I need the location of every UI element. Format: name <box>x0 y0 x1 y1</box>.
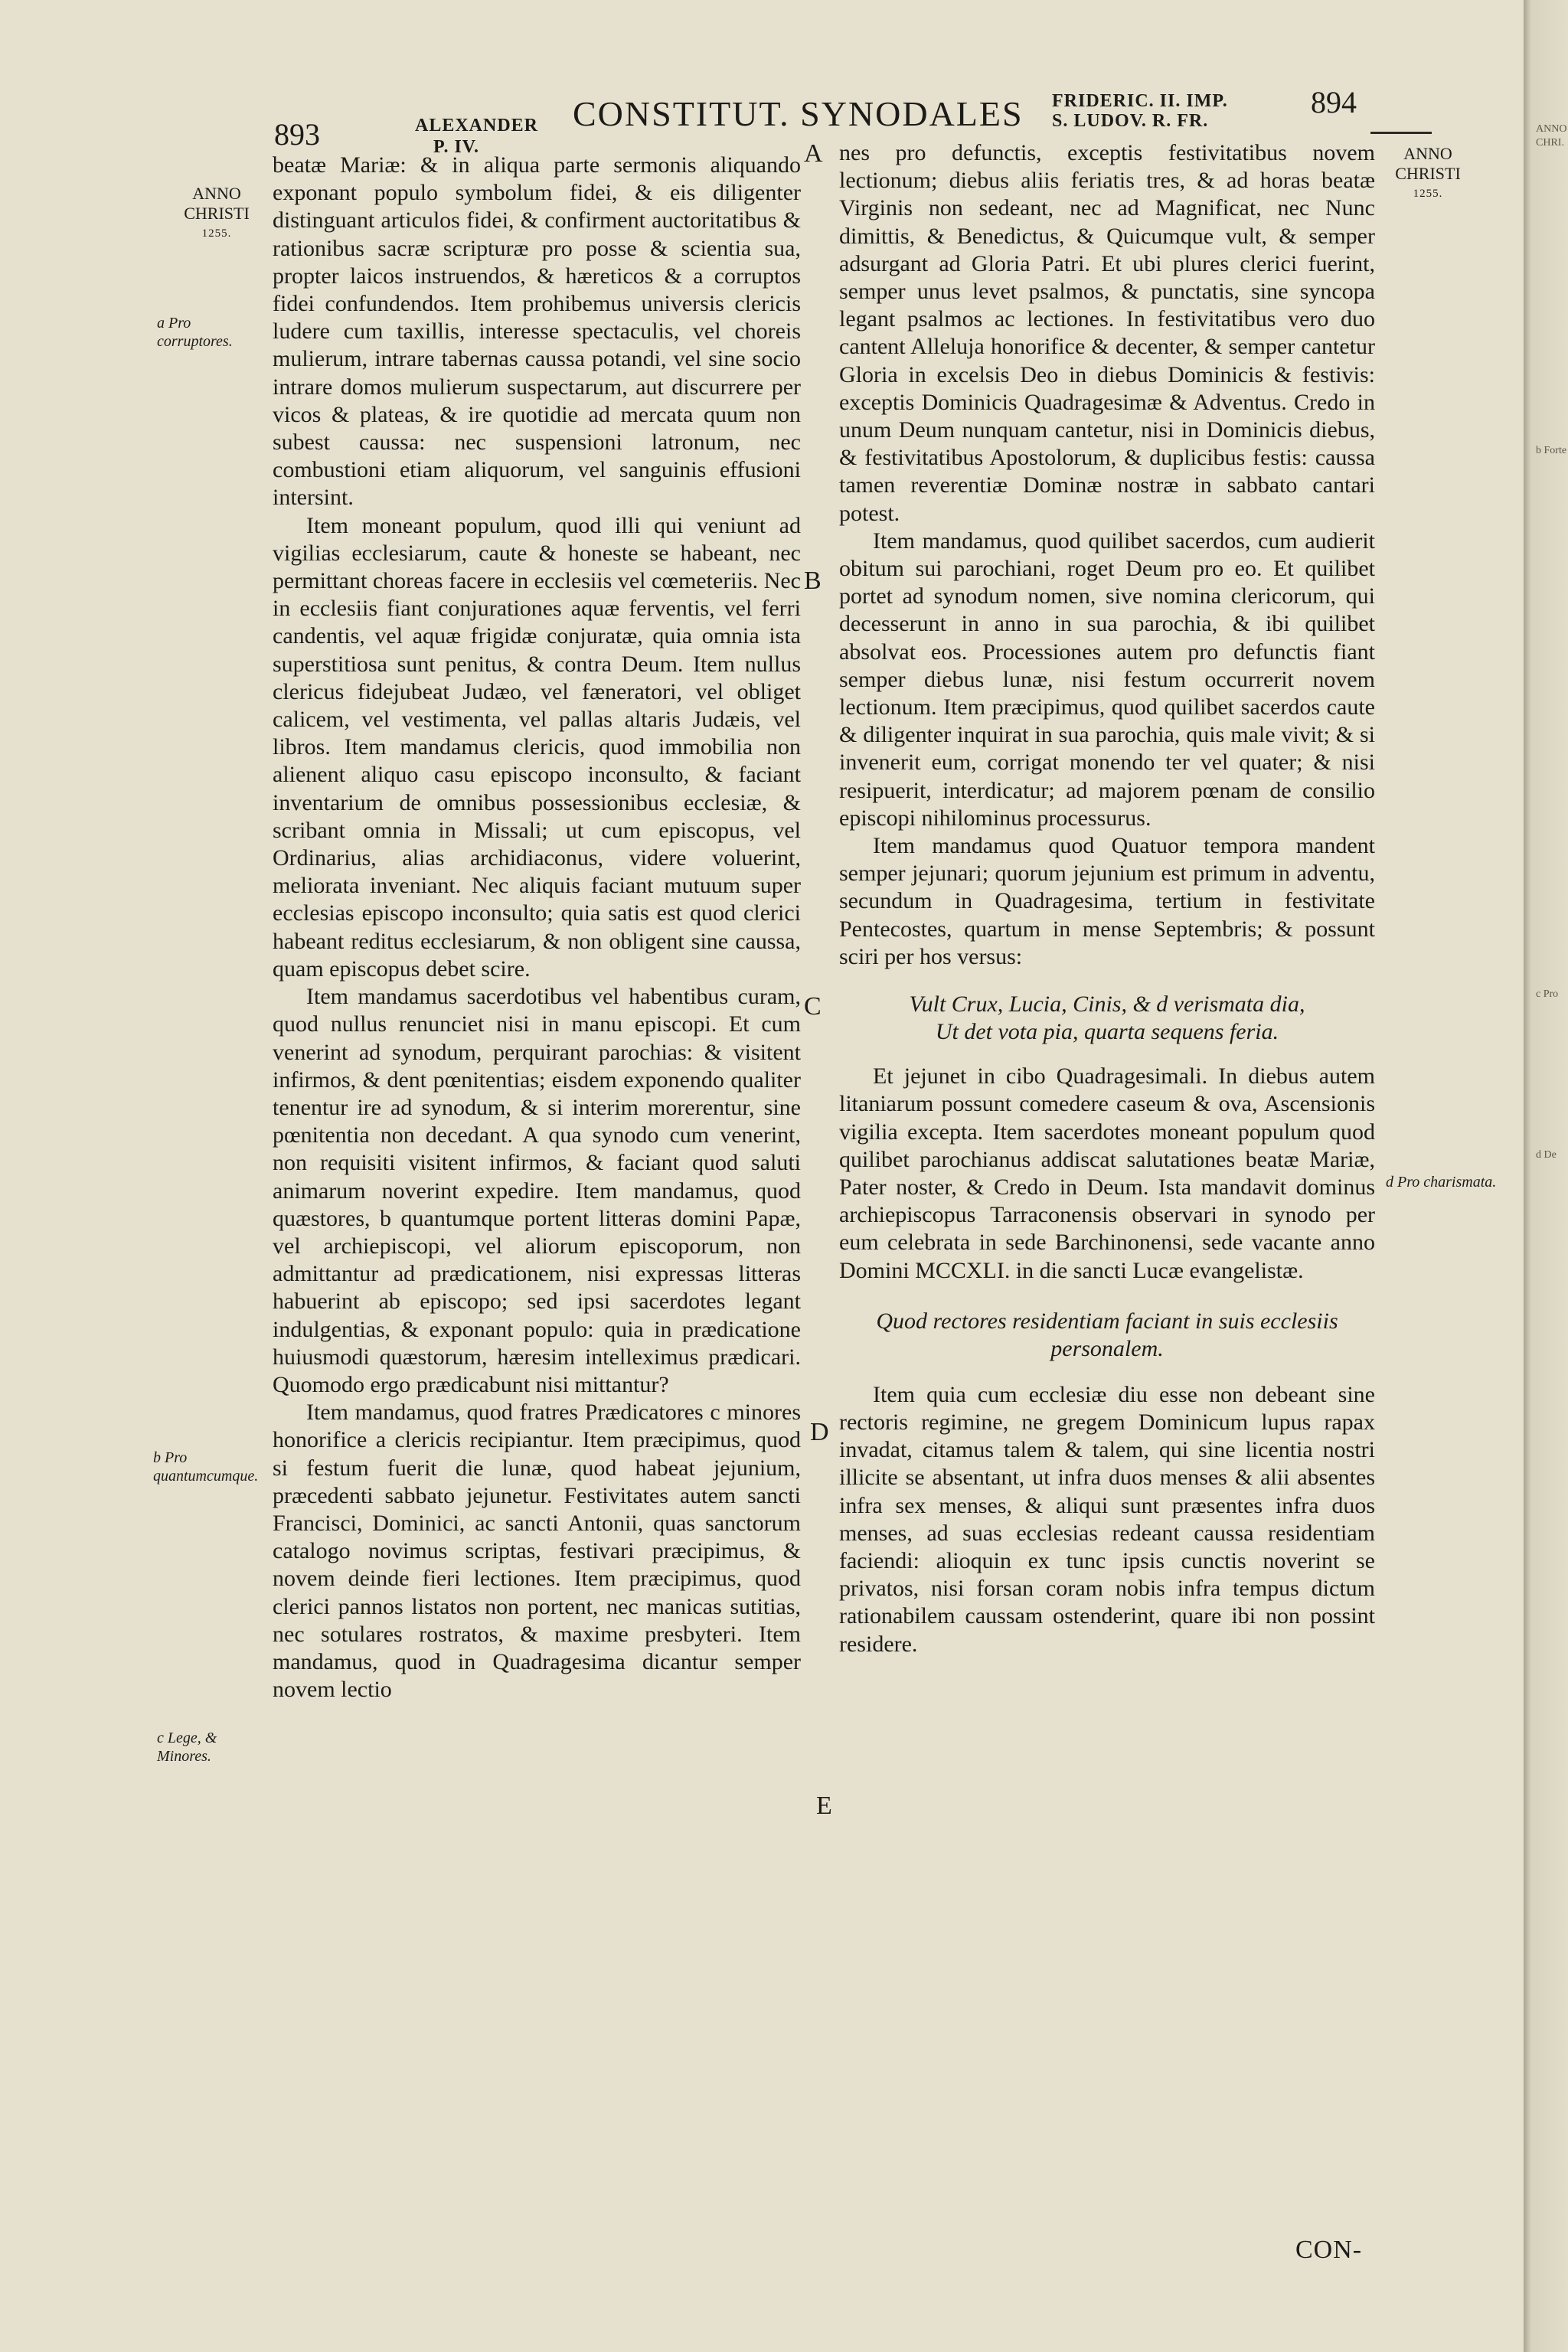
paragraph: Et jejunet in cibo Quadragesimali. In diebus autem litaniarum possunt comedere caseum & ova, Ascensionis vigilia excepta. Item sacerdotes moneant populum quod quilibet parochianus addiscat salutationes beatæ Mariæ, Pater noster, & Credo in Deum. Ista mandavit dominus archiepiscopus Tarraconensis observari in synodo per eum celebrata in sede Barchinonensi, sede vacante anno Domini MCCXLI. in die sancti Lucæ evangelistæ. <box>839 1063 1375 1283</box>
paragraph: Item mandamus sacerdotibus vel habentibus curam, quod nullus renunciet nisi in manu episcopi. Et cum venerint ad synodum, perquirant parochias: & visitent infirmos, & dent pœnitentias; eisdem exponendo qualiter tenentur ire ad synodum, & si interim morerentur, sine pœnitentia non decedant. A qua synodo cum venerint, non requisiti visitent infirmos, & faciant quod saluti animarum noverint expedire. Item mandamus, quod quæstores, b quantumque portent litteras domini Papæ, vel archiepiscopi, vel aliorum episcoporum, non admittantur ad prædicationem, nisi expressas litteras habuerint ab episcopo; sed ipsi sacerdotes legant indulgentias, & exponant populo: quia in prædicatione huiusmodi quæstorum, hæresim intelleximus prædicari. Quomodo ergo prædicabunt nisi mittantur? <box>273 984 801 1397</box>
margin-note-d: d Pro charismata. <box>1386 1174 1497 1191</box>
header-rule-right <box>1370 132 1432 134</box>
page-number-right: 894 <box>1311 85 1357 119</box>
facing-page-edge <box>1524 0 1568 2352</box>
section-letter-e: E <box>816 1792 832 1820</box>
anno-label: ANNO <box>192 184 241 203</box>
page-number-left: 893 <box>274 117 320 152</box>
anno-christi-left <box>167 184 266 243</box>
anno-christi-right <box>1378 144 1478 204</box>
paragraph: Item mandamus, quod quilibet sacerdos, cum audierit obitum sui parochiani, roget Deum pro eo. Et quilibet portet ad synodum nomen, sive nomina clericorum, qui decesserunt in anno in sua parochia, & ibi quilibet absolvat eos. Processiones autem pro defunctis fiant semper diebus lunæ, nisi festum occurrerit novem lectionum. Item præcipimus, quod quilibet sacerdos caute & diligenter inquirat in sua parochia, quis male vivit; & si invenerit eum, corrigat monendo ter vel quater; & nisi resipuerit, interdicatur; ad majorem pœnam de consilio episcopi nihilominus processurus. <box>839 528 1375 831</box>
header-author-sub: P. IV. <box>433 137 480 157</box>
section-letter-b: B <box>804 567 822 595</box>
section-letter-d: D <box>810 1418 829 1446</box>
header-author: ALEXANDER <box>415 116 539 136</box>
gutter-note: c Pro <box>1536 988 1559 1000</box>
paragraph: Item quia cum ecclesiæ diu esse non debeant sine rectoris regimine, ne gregem Dominicum lupus rapax invadat, citamus talem & talem, qui sine licentia nostri illicite se absentant, ut infra duos menses & alii absentes infra sex menses, & aliqui sunt præsentes infra duos menses, ad suas ecclesias redeant caussa residentiam faciendi: alioquin ex tunc ipsis cunctis noverint se privatos, nisi forsan coram nobis infra tempus dictum rationabilem caussam ostenderint, quare ibi non possint residere. <box>839 1381 1375 1657</box>
header-title: CONSTITUT. SYNODALES <box>573 94 1024 133</box>
text-column-left <box>273 152 801 1704</box>
paragraph: Item moneant populum, quod illi qui veniunt ad vigilias ecclesiarum, caute & honeste se habeant, nec permittant choreas facere in ecclesiis vel cœmeteriis. Nec in ecclesiis fiant conjurationes aquæ ferventis, vel ferri candentis, vel aquæ frigidæ conjuratæ, quia omnia ista superstitiosa sunt penitus, & contra Deum. Item nullus clericus fidejubeat Judæo, vel fæneratori, vel obliget calicem, vel vestimenta, vel pallas altaris Judæis, vel libros. Item mandamus clericis, quod immobilia non alienent aliquo casu episcopo inconsulto, & faciant inventarium de omnibus possessionibus ecclesiæ, & scribant omnia in Missali; ut cum episcopus, vel Ordinarius, alias archidiaconus, videre voluerint, meliorata inveniant. Nec aliquis faciant mutuum super ecclesias episcopo inconsulto; quia satis est quod clerici habeant reditus ecclesiarum, & non obligent sine caussa, quam episcopus debet scire. <box>273 512 801 982</box>
section-letter-a: A <box>804 139 823 168</box>
paragraph: nes pro defunctis, exceptis festivitatibus novem lectionum; diebus aliis feriatis tres, & ad horas beatæ Virginis non sedeant, nec ad Magnificat, nec Nunc dimittis, & Benedictus, & Quicumque vult, & semper adsurgant ad Gloria Patri. Et ubi plures clerici fuerint, semper unus levet psalmos, & punctatis, sine syncopa legant psalmos ac lectiones. In festivitatibus vero duo cantent Alleluja honorifice & decenter, & semper cantetur Gloria in excelsis Deo in diebus Dominicis & festivis: exceptis Dominicis Quadragesimæ & Adventus. Credo in unum Deum nunquam cantetur, nisi in Dominicis diebus, & festivitatibus Apostolorum, & duplicibus festis: caussa tamen reverentiæ Dominæ nostræ in sabbato cantari potest. <box>839 140 1375 526</box>
gutter-note: b Forte <box>1536 445 1567 456</box>
margin-note-c: c Lege, & Minores. <box>157 1730 217 1765</box>
paragraph: beatæ Mariæ: & in aliqua parte sermonis aliquando exponant populo symbolum fidei, & eis diligenter distinguant articulos fidei, & confirment auctoritatibus & rationibus sacræ scripturæ pro posse & scientia sua, propter laicos instruendos, & hæreticos & a corruptos fidei confundendos. Item prohibemus universis clericis ludere cum taxillis, interesse spectaculis, vel choreis mulierum, intrare tabernas caussa potandi, vel sine socio intrare domos mulierum suspectarum, aut discurrere per vicos & plateas, & ire quotidie ad mercata quum non subest caussa: nec suspensioni latronum, nec combustioni etiam aliquorum, vel sanguinis effusioni intersint. <box>273 152 801 511</box>
text-column-right <box>839 139 1375 1658</box>
paragraph: Item mandamus quod Quatuor tempora mandent semper jejunari; quorum jejunium est primum in adventu, secundum in Quadragesima, tertium in festivitate Pentecostes, quartum in mense Septembris; & possunt sciri per hos versus: <box>839 833 1375 969</box>
year-label: 1255. <box>1413 188 1443 200</box>
header-ruler-line1: FRIDERIC. II. IMP. <box>1052 91 1228 111</box>
verse-line: Vult Crux, Lucia, Cinis, & d verismata dia, <box>909 991 1305 1018</box>
christi-label: CHRISTI <box>1395 164 1461 183</box>
gutter-note: d De <box>1536 1149 1557 1161</box>
catchword: CON- <box>1295 2236 1363 2264</box>
verse-line: Ut det vota pia, quarta sequens feria. <box>935 1019 1279 1045</box>
anno-label: ANNO <box>1403 144 1452 163</box>
header-ruler-line2: S. LUDOV. R. FR. <box>1052 111 1209 131</box>
section-letter-c: C <box>804 992 822 1021</box>
verse <box>839 991 1375 1046</box>
section-heading: Quod rectores residentiam faciant in suis ecclesiis personalem. <box>876 1308 1338 1361</box>
margin-note-a: a Pro corruptores. <box>157 315 233 350</box>
christi-label: CHRISTI <box>184 204 250 223</box>
year-label: 1255. <box>201 227 232 240</box>
paragraph: Item mandamus, quod fratres Prædicatores c minores honorifice a clericis recipiantur. Item præcipimus, quod si festum fuerit die lunæ, quod habeat jejunium, præcedenti sabbato jejunetur. Festivitates autem sancti Francisci, Dominici, ac sancti Antonii, quas sanctorum catalogo novimus scriptas, festivari præcipimus, & novem deinde fieri lectiones. Item præcipimus, quod clerici pannos listatos non portent, nec manicas sutitias, nec sotulares rostratos, & maxime presbyteri. Item mandamus, quod in Quadragesima dicantur semper novem lectio <box>273 1400 801 1703</box>
margin-note-b: b Pro quantumcumque. <box>153 1449 259 1485</box>
gutter-note: ANNO CHRI. <box>1536 123 1567 149</box>
